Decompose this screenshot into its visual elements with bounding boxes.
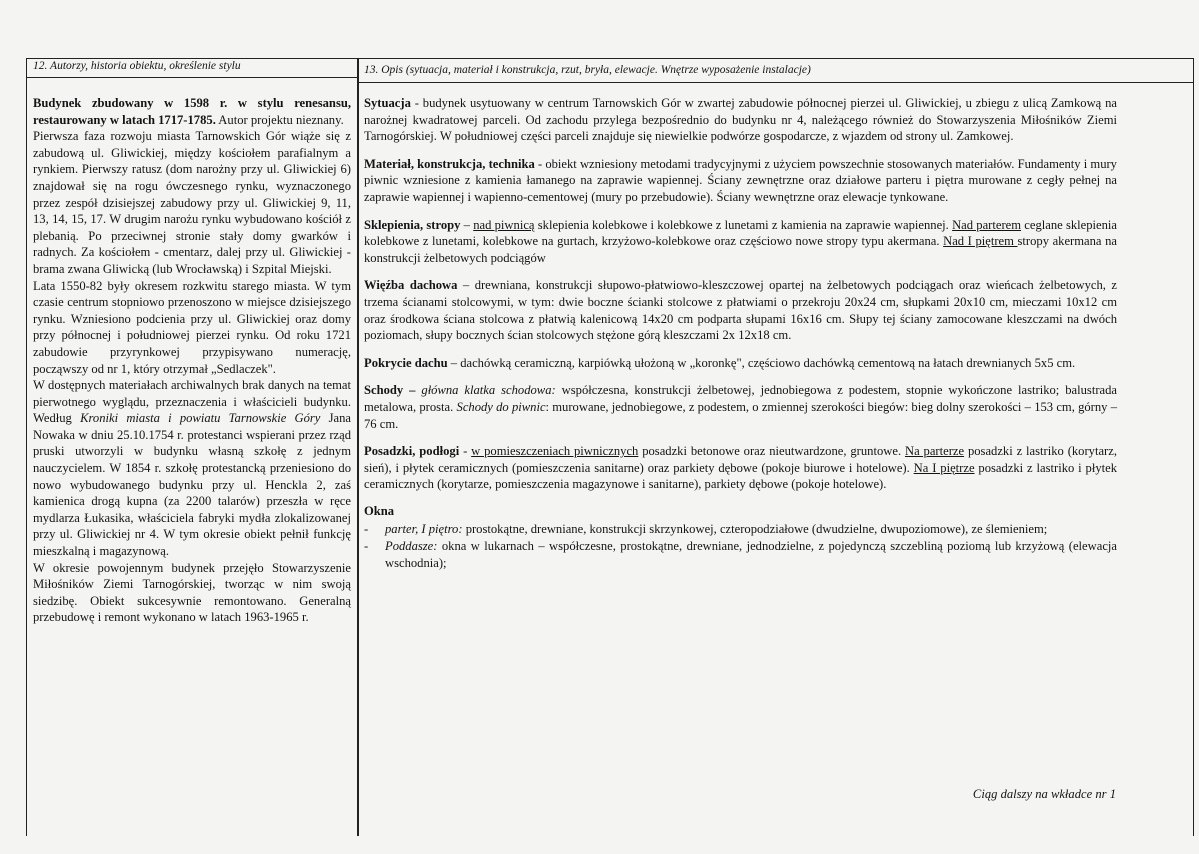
material-paragraph — [364, 156, 1117, 206]
list-bullet: - — [364, 539, 369, 554]
sklepienia-underline-1: nad piwnicą — [473, 217, 535, 232]
history-paragraph-4: W okresie powojennym budynek przejęło Stowarzyszenie Miłośników Ziemi Tarnogórskiej, tworząc w nim swoją siedzibę. Obiekt sukcesywnie remontowano. Generalną przebudowę i remont wykonano w latach 1963-1965 r. — [33, 560, 351, 625]
schody-italic-2: Schody do piwnic — [456, 399, 546, 414]
intro-paragraph — [33, 95, 351, 128]
schody-title: Schody – — [364, 383, 422, 398]
p3-book-title: Kroniki miasta i powiatu Tarnowskie Góry — [80, 411, 321, 426]
posadzki-text-1: posadzki betonowe oraz nieutwardzone, gruntowe. — [638, 444, 905, 459]
schody-paragraph — [364, 382, 1117, 432]
description-column — [364, 95, 1117, 571]
posadzki-dash: - — [459, 444, 472, 459]
table-border-left — [26, 58, 27, 836]
schody-text-1: współczesna, konstrukcji żelbetowej, jednobiegowa z podestem, stopnie wykończone lastriko; balustrada metalowa, prosta. — [364, 383, 1117, 414]
sklepienia-title: Sklepienia, stropy — [364, 217, 461, 232]
posadzki-text-3: posadzki z lastriko i płytek ceramicznych (korytarze, pomieszczenia magazynowe i sanitarne), parkiety dębowe (pokoje hotelowe). — [364, 460, 1118, 492]
okna-list-item — [364, 521, 1117, 538]
sklepienia-paragraph — [364, 217, 1117, 267]
okna-item-text: prostokątne, drewniane, konstrukcji skrzynkowej, czteropodziałowe (dwudzielne, dwupoziomowe), ze ślemieniem; — [462, 522, 1048, 537]
sklepienia-underline-2: Nad parterem — [952, 217, 1022, 232]
list-bullet: - — [364, 522, 369, 537]
sytuacja-text: - budynek usytuowany w centrum Tarnowskich Gór w zwartej zabudowie północnej pierzei ul. Gliwickiej, u zbiegu z ulicą Zamkową na narożnej kwadratowej parceli. Od zachodu przylega bezpośrednio do budynku nr 4, należącego również do Stowarzyszenia Miłośników Ziemi Tarnogórskiej. W południowej części parceli znajduje się niewielkie podwórze gospodarcze, z wjazdem od strony ul. Zamkowej. — [364, 96, 1117, 144]
sklepienia-text-2: ceglane sklepienia kolebkowe z lunetami, kolebkowe na gurtach, krzyżowo-kolebkowe oraz częściowo nowe stropy typu akermana. — [364, 217, 1118, 249]
pokrycie-paragraph — [364, 355, 1117, 372]
okna-item-label: parter, I piętro: — [385, 522, 463, 537]
material-title: Materiał, konstrukcja, technika — [364, 156, 535, 171]
right-column-header: 13. Opis (sytuacja, materiał i konstrukcja, rzut, bryła, elewacje. Wnętrze wyposażenie instalacje) — [364, 64, 811, 76]
pokrycie-text: – dachówką ceramiczną, karpiówką ułożoną w „koronkę", częściowo dachówką cementową na łatach drewnianych 5x5 cm. — [447, 355, 1076, 370]
left-column-header: 12. Autorzy, historia obiektu, określenie stylu — [33, 60, 241, 72]
continuation-note: Ciąg dalszy na wkładce nr 1 — [972, 787, 1116, 801]
p3-text-b: Jana Nowaka w dniu 25.10.1754 r. protestanci wspierani przez rząd pruski utworzyli w budynku własną szkołę z jednym nauczycielem. W 1854 r. szkołę protestancką przeniesiono do nowo wybudowanego budynku przy ul. Henckla 2, zaś kamienica drogą kupna (za 2200 talarów) przeszła w ręce mydlarza Łukasika, właściciela fabryki mydła zlokalizowanej przy ul. Gliwickiej nr 4. W tym okresie obiekt pełnił funkcję mieszkalną i magazynową. — [33, 411, 352, 559]
okna-title: Okna — [364, 503, 395, 518]
okna-item-label: Poddasze: — [385, 539, 438, 554]
posadzki-title: Posadzki, podłogi — [364, 444, 460, 459]
posadzki-paragraph — [364, 443, 1117, 493]
sytuacja-paragraph — [364, 95, 1117, 145]
schody-text-2: : murowane, jednobiegowe, z podestem, o zmiennej szerokości biegów: bieg dolny szerokości – 153 cm, górny – 76 cm. — [364, 399, 1118, 431]
intro-rest-text: Autor projektu nieznany. — [215, 112, 344, 127]
posadzki-text-2: posadzki z lastriko (korytarz, sień), i płytek ceramicznych (pomieszczenia sanitarne) oraz parkiety dębowe (pokoje biurowe i hotelowe). — [364, 444, 1117, 475]
schody-italic-1: główna klatka schodowa: — [421, 383, 556, 398]
sklepienia-text-1: sklepienia kolebkowe i kolebkowe z lunetami z kamienia na zaprawie wapiennej. — [534, 217, 953, 232]
posadzki-underline-2: Na parterze — [904, 444, 965, 459]
table-border-top — [26, 58, 1194, 59]
column-divider — [357, 58, 359, 836]
wiezba-title: Więźba dachowa — [364, 278, 458, 293]
p3-text-a: W dostępnych materiałach archiwalnych brak danych na temat pierwotnego wyglądu, przeznaczenia i właścicieli budynku. Według — [33, 378, 351, 426]
okna-list-item — [364, 538, 1117, 571]
okna-item-text: okna w lukarnach – współczesne, prostokątne, drewniane, jednodzielne, z pojedynczą szczebliną poziomą lub krzyżową (elewacja wschodnia); — [385, 539, 1117, 570]
history-column — [33, 95, 351, 626]
pokrycie-title: Pokrycie dachu — [364, 355, 448, 370]
sklepienia-text-3: stropy akermana na konstrukcji żelbetowych podciągów — [364, 234, 1117, 265]
wiezba-paragraph — [364, 277, 1117, 343]
history-paragraph-3 — [33, 377, 351, 560]
sytuacja-title: Sytuacja — [364, 96, 411, 110]
history-paragraph-1: Pierwsza faza rozwoju miasta Tarnowskich Gór wiąże się z zabudową ul. Gliwickiej, między kościołem parafialnym a rynkiem. Pierwszy ratusz (dom narożny przy ul. Gliwickiej 6) znajdował się na rogu ówczesnego rynku, wyznaczonego przez zespół dzisiejszej zabudowy przy ul. Gliwickiej 9, 11, 13, 14, 15, 17. W drugim narożu rynku wybudowano kościół z plebanią. Po przeciwnej stronie stały domy gwarków i radnych. Za kościołem - cmentarz, dalej przy ul. Gliwickiej - brama zwana Gliwicką (lub Wrocławską) i Szpital Miejski. — [33, 129, 351, 276]
wiezba-text: – drewniana, konstrukcji słupowo-płatwiowo-kleszczowej opartej na żelbetowych podciągach oraz wieńcach żelbetowych, z trzema ścianami stolcowymi, w tym: dwie boczne ścianki stolcowe z płatwiami o przekroju 20x24 cm, słupkami 20x10 cm, mieczami 10x12 cm oraz środkowa ściana stolcowa z płatwią kalenicową 14x20 cm podparta słupami 16x16 cm. Słupy tej ściany zamocowane kleszczami na dwóch poziomach, słupy bocznych ścian stolcowych stężone górą kleszczami 2x 12x18 cm. — [364, 278, 1117, 343]
sklepienia-dash: – — [460, 217, 474, 232]
material-text: - obiekt wzniesiony metodami tradycyjnymi z użyciem powszechnie stosowanych materiałów. Fundamenty i mury piwnic wzniesione z kamienia łamanego na zaprawie wapiennej. Ściany zewnętrzne oraz działowe parteru i piętra murowane z cegły pełnej na zaprawie wapiennej i wapienno-cementowej (mury po przebudowie). Ściany wewnętrzne oraz elewacje tynkowane. — [364, 156, 1117, 204]
sklepienia-underline-3: Nad I piętrem — [943, 234, 1018, 249]
history-paragraph-2: Lata 1550-82 były okresem rozkwitu starego miasta. W tym czasie centrum stopniowo przenoszono w miejsce dzisiejszego rynku. Wzniesiono podcienia przy ul. Gliwickiej oraz domy przy północnej i południowej pierzei rynku. Od roku 1721 zabudowie przyrynkowej przypisywano numerację, począwszy od nr 1, który otrzymał „Sedlaczek". — [33, 278, 351, 376]
header-separator-left — [26, 77, 358, 78]
table-border-right — [1193, 58, 1194, 836]
posadzki-underline-3: Na I piętrze — [913, 460, 975, 475]
intro-bold-text: Budynek zbudowany w 1598 r. w stylu renesansu, restaurowany w latach 1717-1785. — [33, 96, 351, 127]
header-separator-right — [358, 82, 1194, 83]
posadzki-underline-1: w pomieszczeniach piwnicznych — [471, 444, 639, 459]
